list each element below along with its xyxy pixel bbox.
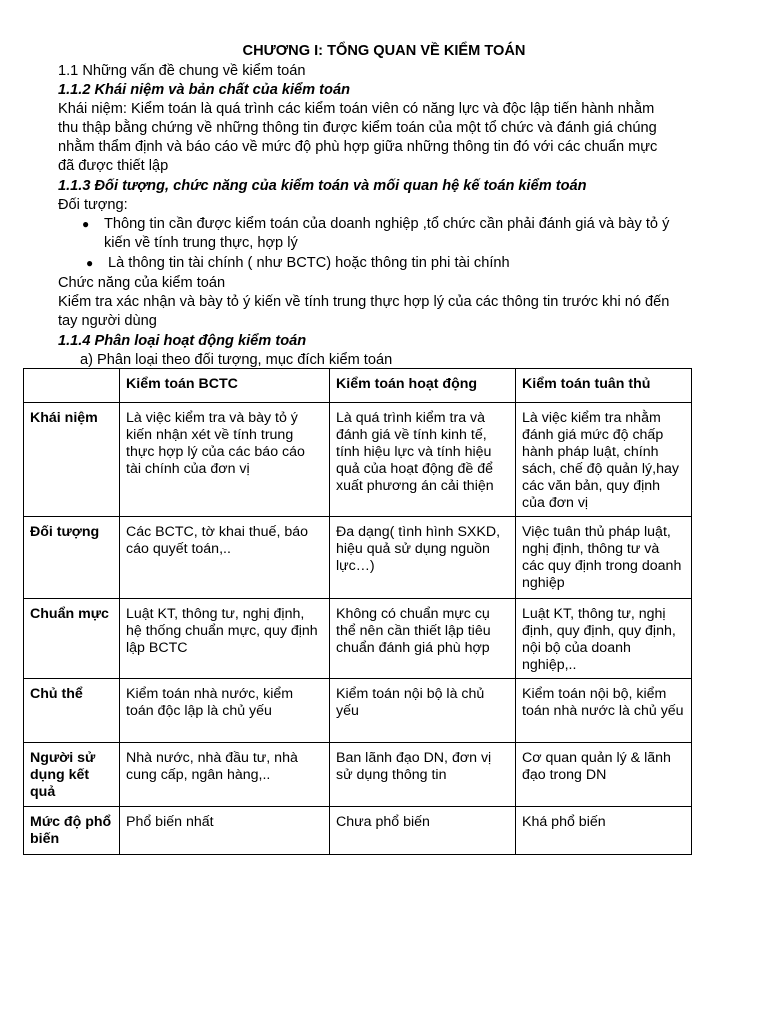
table-row: [24, 743, 692, 807]
audit-classification-table: [23, 368, 692, 855]
bullet-item-2: Là thông tin tài chính ( như BCTC) hoặc thông tin phi tài chính: [108, 255, 510, 271]
table-cell: Ban lãnh đạo DN, đơn vị sử dụng thông tin: [330, 743, 516, 807]
row-label: Chủ thể: [24, 679, 120, 743]
concept-line: thu thập bằng chứng về những thông tin được kiểm toán của một tổ chức và đánh giá chúng: [58, 120, 657, 136]
table-cell: Nhà nước, nhà đầu tư, nhà cung cấp, ngân hàng,..: [120, 743, 330, 807]
function-line: Kiểm tra xác nhận và bày tỏ ý kiến về tính trung thực hợp lý của các thông tin trước khi nó đến: [58, 294, 670, 310]
row-label: Mức độ phổ biến: [24, 807, 120, 855]
table-cell: Kiểm toán nội bộ, kiểm toán nhà nước là chủ yếu: [516, 679, 692, 743]
table-header-cell: Kiểm toán hoạt động: [330, 369, 516, 403]
function-label: Chức năng của kiểm toán: [58, 275, 226, 291]
table-cell: Chưa phổ biến: [330, 807, 516, 855]
concept-line: đã được thiết lập: [58, 158, 169, 174]
table-cell: Phổ biến nhất: [120, 807, 330, 855]
table-header-cell: Kiểm toán tuân thủ: [516, 369, 692, 403]
sub-heading-a: a) Phân loại theo đối tượng, mục đích kiểm toán: [80, 352, 393, 368]
object-label: Đối tượng:: [58, 197, 128, 213]
section-1-1: 1.1 Những vấn đề chung về kiểm toán: [58, 63, 306, 79]
table-cell: Các BCTC, tờ khai thuế, báo cáo quyết toán,..: [120, 517, 330, 599]
concept-line: Khái niệm: Kiểm toán là quá trình các kiểm toán viên có năng lực và độc lập tiến hành nhằm: [58, 101, 655, 117]
table-cell: Là việc kiểm tra nhằm đánh giá mức độ chấp hành pháp luật, chính sách, chế độ quản lý,hay các văn bản, quy định của đơn vị: [516, 403, 692, 517]
table-cell: Cơ quan quản lý & lãnh đạo trong DN: [516, 743, 692, 807]
table-cell: Luật KT, thông tư, nghị định, quy định, quy định, nội bộ của doanh nghiệp,..: [516, 599, 692, 679]
table-cell: Khá phổ biến: [516, 807, 692, 855]
table-cell: Là quá trình kiểm tra và đánh giá về tính kinh tế, tính hiệu lực và tính hiệu quả của hoạt động đề để xuất phương án cải thiện: [330, 403, 516, 517]
table-row: [24, 599, 692, 679]
table-row: [24, 403, 692, 517]
bullet-dot-icon: ●: [82, 217, 90, 231]
table-row: [24, 807, 692, 855]
table-header-row: [24, 369, 692, 403]
table-cell: Là việc kiểm tra và bày tỏ ý kiến nhận xét về tính trung thực hợp lý của các báo cáo tài chính của đơn vị: [120, 403, 330, 517]
bullet-item-1-line: kiến về tính trung thực, hợp lý: [104, 235, 298, 251]
function-line: tay người dùng: [58, 313, 157, 329]
bullet-dot-icon: ●: [86, 256, 94, 270]
table-cell: Việc tuân thủ pháp luật, nghị định, thông tư và các quy định trong doanh nghiệp: [516, 517, 692, 599]
heading-1-1-2: 1.1.2 Khái niệm và bản chất của kiểm toán: [58, 82, 350, 98]
table-cell: Không có chuẩn mực cụ thể nên cần thiết lập tiêu chuẩn đánh giá phù hợp: [330, 599, 516, 679]
row-label: Khái niệm: [24, 403, 120, 517]
table-cell: Kiểm toán nhà nước, kiểm toán độc lập là chủ yếu: [120, 679, 330, 743]
table-cell: Đa dạng( tình hình SXKD, hiệu quả sử dụng nguồn lực…): [330, 517, 516, 599]
table-row: [24, 517, 692, 599]
bullet-item-1-line: Thông tin cần được kiểm toán của doanh nghiệp ,tổ chức cần phải đánh giá và bày tỏ ý: [104, 216, 670, 232]
table-cell: Luật KT, thông tư, nghị định, hệ thống chuẩn mực, quy định lập BCTC: [120, 599, 330, 679]
heading-1-1-3: 1.1.3 Đối tượng, chức năng của kiểm toán và mối quan hệ kế toán kiểm toán: [58, 178, 587, 194]
table-row: [24, 679, 692, 743]
table-cell: Kiểm toán nội bộ là chủ yếu: [330, 679, 516, 743]
row-label: Người sử dụng kết quả: [24, 743, 120, 807]
table-header-cell: Kiểm toán BCTC: [120, 369, 330, 403]
row-label: Đối tượng: [24, 517, 120, 599]
concept-line: nhằm thẩm định và báo cáo về mức độ phù hợp giữa những thông tin đó với các chuẩn mực: [58, 139, 658, 155]
row-label: Chuẩn mực: [24, 599, 120, 679]
heading-1-1-4: 1.1.4 Phân loại hoạt động kiểm toán: [58, 333, 307, 349]
table-header-cell: [24, 369, 120, 403]
chapter-title: CHƯƠNG I: TỔNG QUAN VỀ KIỂM TOÁN: [242, 43, 526, 59]
